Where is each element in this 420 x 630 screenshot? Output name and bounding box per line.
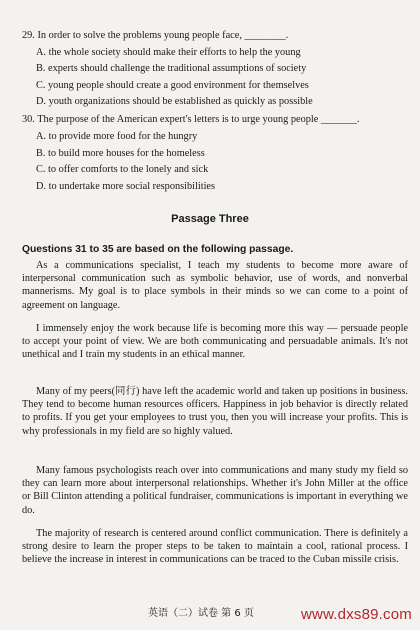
question-30-option-a: A. to provide more food for the hungry xyxy=(36,131,198,142)
passage-instruction: Questions 31 to 35 are based on the following passage. xyxy=(22,244,294,255)
question-30-stem: 30. The purpose of the American expert's letters is to urge young people _______. xyxy=(22,114,360,125)
passage-paragraph-4: Many famous psychologists reach over into communications and many study my field so they can learn more about interpersonal relationships. Whether it's John Miller at the office or Bill Clinton attending a political fundraiser, communications is important in everything we do. xyxy=(22,465,408,516)
question-30-option-d: D. to undertake more social responsibilities xyxy=(36,181,216,192)
passage-paragraph-1: As a communications specialist, I teach my students to become more aware of interpersonal communication such as symbolic behavior, use of words, and nonverbal mannerisms. My goal is to place symbols in their minds so we can come to a point of agreement on language. xyxy=(22,260,408,311)
site-watermark: www.dxs89.com xyxy=(301,606,412,623)
question-30-option-b: B. to build more houses for the homeless xyxy=(36,148,205,159)
question-29-option-a: A. the whole society should make their efforts to help the young xyxy=(36,47,301,58)
passage-title: Passage Three xyxy=(171,213,249,225)
passage-paragraph-3: Many of my peers(同行) have left the academic world and taken up positions in business. They tend to become human resources officers. Happiness in job behavior is directly related to profits. If you get your employees to trust you, then you will increase your profits. This is why professionals in my field are so highly valued. xyxy=(22,386,408,437)
passage-paragraph-2: I immensely enjoy the work because life is becoming more this way — persuade people to accept your point of view. We are both communicating and persuadable animals. It's not unethical and I train my students in an ethical manner. xyxy=(22,323,408,361)
passage-paragraph-5: The majority of research is centered around conflict communication. There is definitely a strong desire to learn the proper steps to be taken to maintain a cool, rational process. I believe the increase in interest in communications can be traced to the Cuban missile crisis. xyxy=(22,528,408,566)
question-29-option-b: B. experts should challenge the traditional assumptions of society xyxy=(36,63,307,74)
page-number-label: 英语（二）试卷 第 6 页 xyxy=(148,608,254,619)
question-29-stem: 29. In order to solve the problems young people face, ________. xyxy=(22,30,289,41)
question-29-option-c: C. young people should create a good environment for themselves xyxy=(36,80,309,91)
question-29-option-d: D. youth organizations should be established as quickly as possible xyxy=(36,96,313,107)
question-30-option-c: C. to offer comforts to the lonely and sick xyxy=(36,164,209,175)
